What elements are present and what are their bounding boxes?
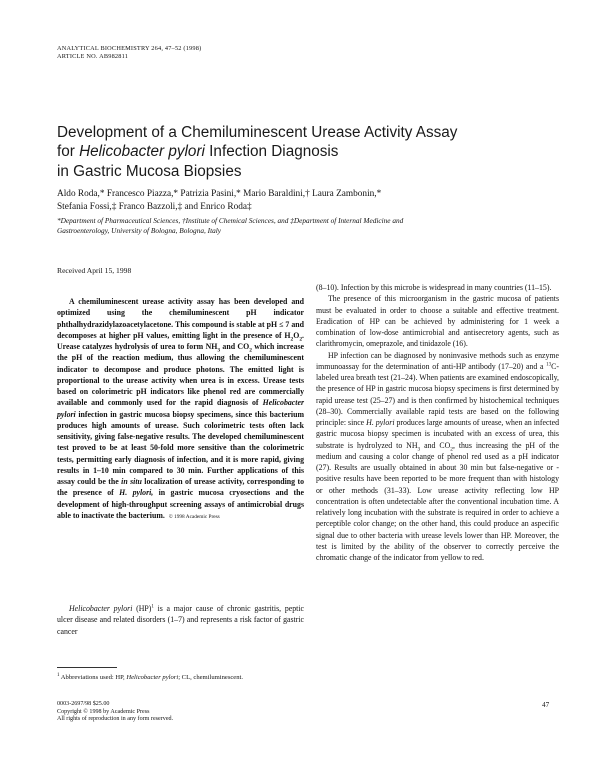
footnote: $^1$ Abbreviations used: HP, Helicobacter pylori; CL, chemiluminescent.	[57, 672, 244, 681]
page-number: 47	[542, 701, 550, 709]
abstract-copyright: © 1998 Academic Press	[168, 513, 220, 520]
paragraph: HP infection can be diagnosed by noninvasive methods such as enzyme immunoassay for the determination of anti-HP antibody (17–20) and a $^{13}$C-labeled urea breath test (21–24). When patients are examined endoscopically, the presence of HP in gastric mucosa biopsy specimens is first determined by rapid urease test (25–27) and is then confirmed by histochemical techniques (28–30). Commercially available rapid tests are based on the following principle: since H. pylori produces large amounts of urease, when an infected gastric mucosa biopsy specimen is incubated with an excess of urea, this substrate is hydrolyzed to $NH_3$ and $CO_2$, thus increasing the pH of the medium and causing a color change of phenol red used as a pH indicator (27). Results are usually obtained in about 30 min but false-negative or -positive results have been reported to be more frequent than with histology or other methods (31–33). Low urease activity reflecting low HP concentration is often undetectable after the conventional incubation time. A relatively long incubation with the substrate is required in order to achieve a perceptible color change; on the other hand, this could produce an aspecific signal due to other bacteria with urease levels lower than HP. Moreover, the test is limited by the ability of the observer to correctly perceive the chromatic change of the indicator from yellow to red.	[316, 350, 560, 562]
article-title: Development of a Chemiluminescent Urease Activity Assay for Helicobacter pylori Infection Diagnosis in Gastric Mucosa Biopsies	[57, 124, 458, 180]
footnote-rule	[57, 667, 117, 668]
paragraph: The presence of this microorganism in the gastric mucosa of patients must be evaluated in order to choose a suitable and effective treatment. Eradication of HP can be achieved by administering for 1 week a combination of low-dose antimicrobial and antisecretory agents, such as clarithromycin, omeprazole, and tinidazole (16).	[316, 294, 559, 349]
journal-line: ANALYTICAL BIOCHEMISTRY 264, 47–52 (1998)	[57, 45, 202, 52]
intro-left-column: Helicobacter pylori (HP)$^1$ is a major cause of chronic gastritis, peptic ulcer disease and related disorders (1–7) and represents a risk factor of gastric cancer	[57, 604, 304, 636]
running-header	[57, 45, 201, 61]
intro-right-column	[316, 282, 559, 563]
affiliations: *Department of Pharmaceutical Sciences, †Institute of Chemical Sciences, and ‡Department of Internal Medicine and Gastroenterology, University of Bologna, Bologna, Italy	[57, 216, 404, 235]
article-number: ARTICLE NO. AB982811	[57, 53, 129, 61]
copyright-block: 0003-2697/98 $25.00 Copyright © 1998 by Academic Press All rights of reproduction in any form reserved.	[57, 701, 174, 723]
received-date: Received April 15, 1998	[57, 266, 132, 275]
author-list: Aldo Roda,* Francesco Piazza,* Patrizia Pasini,* Mario Baraldini,† Laura Zambonin,* Stefania Fossi,‡ Franco Bazzoli,‡ and Enrico Roda‡	[57, 189, 382, 212]
paragraph: (8–10). Infection by this microbe is widespread in many countries (11–15).	[316, 283, 552, 292]
abstract: A chemiluminescent urease activity assay has been developed and optimized using the chemiluminescent pH indicator phthalhydrazidylazoacetylacetone. This compound is stable at pH ≤ 7 and decomposes at higher pH values, emitting light in the presence of $H_2O_2$. Urease catalyzes hydrolysis of urea to form $NH_3$ and $CO_2$ which increase the pH of the reaction medium, thus allowing the chemiluminescent indicator to decompose and produce photons. The emitted light is proportional to the urease activity when urea is in excess. Urease tests based on colorimetric pH indicators like phenol red are commercially available and commonly used for the rapid diagnosis of Helicobacter pylori infection in gastric mucosa biopsy specimens, since this bacterium produces high amounts of urease. Such colorimetric tests often lack sensitivity, giving false-negative results. The developed chemiluminescent test proved to be at least 50-fold more sensitive than the colorimetric tests, permitting early diagnosis of infection, and it is more rapid, giving results in 1–10 min compared to 30 min. Further applications of this assay could be the in situ localization of urease activity, corresponding to the presence of H. pylori, in gastric mucosa cryosections and the development of high-throughput screening assays of antimicrobial drugs able to inactivate the bacterium. © 1998 Academic Press	[57, 297, 304, 520]
